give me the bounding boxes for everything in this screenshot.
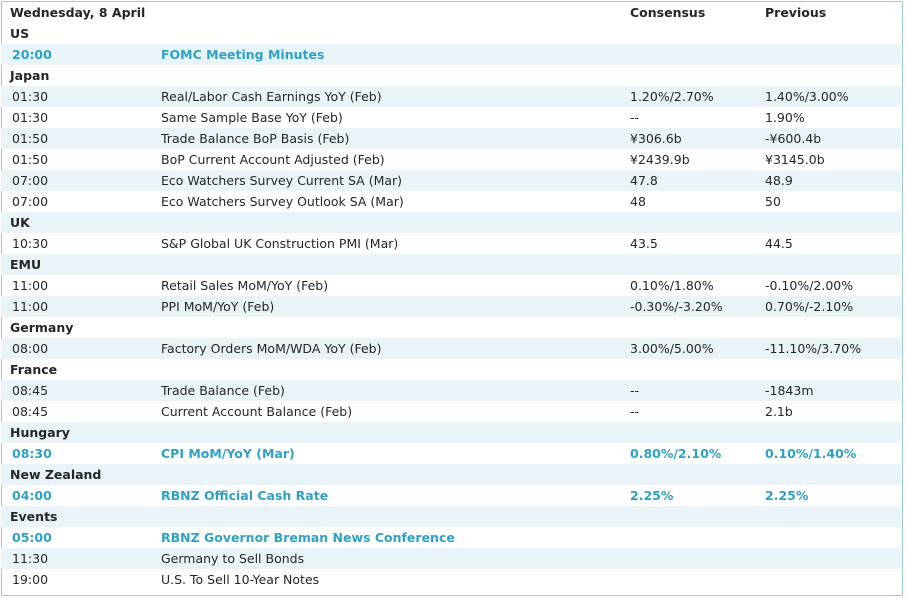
- event-time: 04:00: [12, 488, 52, 503]
- previous-value: [765, 569, 901, 590]
- event-row: [1, 44, 901, 65]
- event-name: Trade Balance BoP Basis (Feb): [161, 128, 630, 149]
- event-header: [161, 1, 630, 23]
- country-name: Hungary: [1, 422, 901, 443]
- country-row: [1, 212, 901, 233]
- consensus-value: 0.80%/2.10%: [630, 446, 722, 461]
- previous-value: ¥3145.0b: [765, 152, 825, 167]
- economic-calendar-table: [1, 1, 901, 590]
- event-time: 07:00: [1, 170, 161, 191]
- consensus-value: [630, 44, 765, 65]
- country-row: [1, 464, 901, 485]
- event-time: 08:00: [1, 338, 161, 359]
- previous-value: -11.10%/3.70%: [765, 338, 901, 359]
- consensus-value: 0.10%/1.80%: [630, 278, 714, 293]
- country-name: UK: [1, 212, 901, 233]
- country-name: EMU: [1, 254, 901, 275]
- country-name: France: [10, 362, 58, 377]
- event-name: RBNZ Official Cash Rate: [161, 488, 329, 503]
- previous-value: -0.10%/2.00%: [765, 278, 854, 293]
- event-name: Eco Watchers Survey Current SA (Mar): [161, 170, 630, 191]
- country-name: Events: [1, 506, 901, 527]
- event-time: 08:30: [12, 446, 52, 461]
- previous-value: 1.40%/3.00%: [765, 86, 901, 107]
- consensus-value: 2.25%: [630, 488, 674, 503]
- previous-value: 48.9: [765, 170, 901, 191]
- event-row: [1, 485, 901, 506]
- event-name: RBNZ Governor Breman News Conference: [161, 530, 455, 545]
- consensus-value: [630, 527, 765, 548]
- event-name: BoP Current Account Adjusted (Feb): [161, 152, 385, 167]
- event-name: CPI MoM/YoY (Mar): [161, 446, 295, 461]
- event-row: [1, 338, 901, 359]
- event-row: [1, 233, 901, 254]
- previous-value: [765, 44, 901, 65]
- consensus-value: 1.20%/2.70%: [630, 86, 765, 107]
- event-row: [1, 107, 901, 128]
- previous-value: 0.70%/-2.10%: [765, 296, 901, 317]
- country-name: US: [10, 26, 30, 41]
- previous-value: 2.1b: [765, 404, 793, 419]
- event-name: Current Account Balance (Feb): [161, 404, 353, 419]
- event-time: 11:30: [1, 548, 161, 569]
- consensus-value: --: [630, 380, 765, 401]
- previous-value: -1843m: [765, 380, 901, 401]
- consensus-value: 43.5: [630, 236, 658, 251]
- event-time: 01:30: [1, 86, 161, 107]
- header-row: [1, 1, 901, 23]
- event-time: 08:45: [1, 380, 161, 401]
- event-time: 01:50: [1, 128, 161, 149]
- event-time: 05:00: [12, 530, 52, 545]
- consensus-value: [630, 569, 765, 590]
- previous-value: 2.25%: [765, 488, 809, 503]
- consensus-value: --: [630, 110, 640, 125]
- event-name: Factory Orders MoM/WDA YoY (Feb): [161, 338, 630, 359]
- country-row: [1, 254, 901, 275]
- event-time: 08:45: [12, 404, 49, 419]
- event-time: 20:00: [1, 44, 161, 65]
- previous-value: 0.10%/1.40%: [765, 446, 857, 461]
- consensus-header: Consensus: [630, 4, 706, 20]
- consensus-value: -0.30%/-3.20%: [630, 296, 765, 317]
- event-row: [1, 401, 901, 422]
- event-time: 01:50: [12, 152, 49, 167]
- country-row: [1, 422, 901, 443]
- event-name: PPI MoM/YoY (Feb): [161, 296, 630, 317]
- event-name: S&P Global UK Construction PMI (Mar): [161, 236, 399, 251]
- consensus-value: ¥2439.9b: [630, 152, 690, 167]
- event-name: Germany to Sell Bonds: [161, 548, 630, 569]
- event-time: 11:00: [1, 296, 161, 317]
- country-name: Japan: [10, 68, 50, 83]
- country-row: [1, 506, 901, 527]
- event-row: [1, 548, 901, 569]
- event-time: 19:00: [12, 572, 49, 587]
- consensus-value: --: [630, 404, 640, 419]
- event-name: Trade Balance (Feb): [161, 380, 630, 401]
- country-row: [1, 359, 901, 380]
- event-name: U.S. To Sell 10-Year Notes: [161, 572, 320, 587]
- event-time: 11:00: [12, 278, 49, 293]
- event-row: [1, 275, 901, 296]
- event-name: FOMC Meeting Minutes: [161, 44, 630, 65]
- country-row: [1, 65, 901, 86]
- event-name: Same Sample Base YoY (Feb): [161, 110, 343, 125]
- event-row: [1, 149, 901, 170]
- event-time: 07:00: [12, 194, 49, 209]
- previous-value: [765, 527, 901, 548]
- consensus-value: [630, 548, 765, 569]
- event-row: [1, 296, 901, 317]
- event-name: Real/Labor Cash Earnings YoY (Feb): [161, 86, 630, 107]
- country-name: Germany: [10, 320, 74, 335]
- previous-value: 44.5: [765, 236, 793, 251]
- consensus-value: 48: [630, 194, 646, 209]
- country-name: New Zealand: [1, 464, 901, 485]
- event-row: [1, 86, 901, 107]
- consensus-value: 3.00%/5.00%: [630, 338, 765, 359]
- event-row: [1, 191, 901, 212]
- event-time: 01:30: [12, 110, 49, 125]
- event-row: [1, 527, 901, 548]
- country-row: [1, 317, 901, 338]
- event-row: [1, 569, 901, 590]
- event-row: [1, 443, 901, 464]
- event-row: [1, 128, 901, 149]
- event-name: Retail Sales MoM/YoY (Feb): [161, 278, 329, 293]
- consensus-value: 47.8: [630, 170, 765, 191]
- consensus-value: ¥306.6b: [630, 128, 765, 149]
- previous-value: [765, 548, 901, 569]
- event-time: 10:30: [12, 236, 49, 251]
- event-row: [1, 170, 901, 191]
- previous-value: -¥600.4b: [765, 128, 901, 149]
- country-row: [1, 23, 901, 44]
- previous-value: 1.90%: [765, 110, 805, 125]
- event-name: Eco Watchers Survey Outlook SA (Mar): [161, 194, 404, 209]
- date-header: Wednesday, 8 April: [10, 4, 146, 20]
- event-row: [1, 380, 901, 401]
- previous-value: 50: [765, 194, 781, 209]
- previous-header: Previous: [765, 4, 827, 20]
